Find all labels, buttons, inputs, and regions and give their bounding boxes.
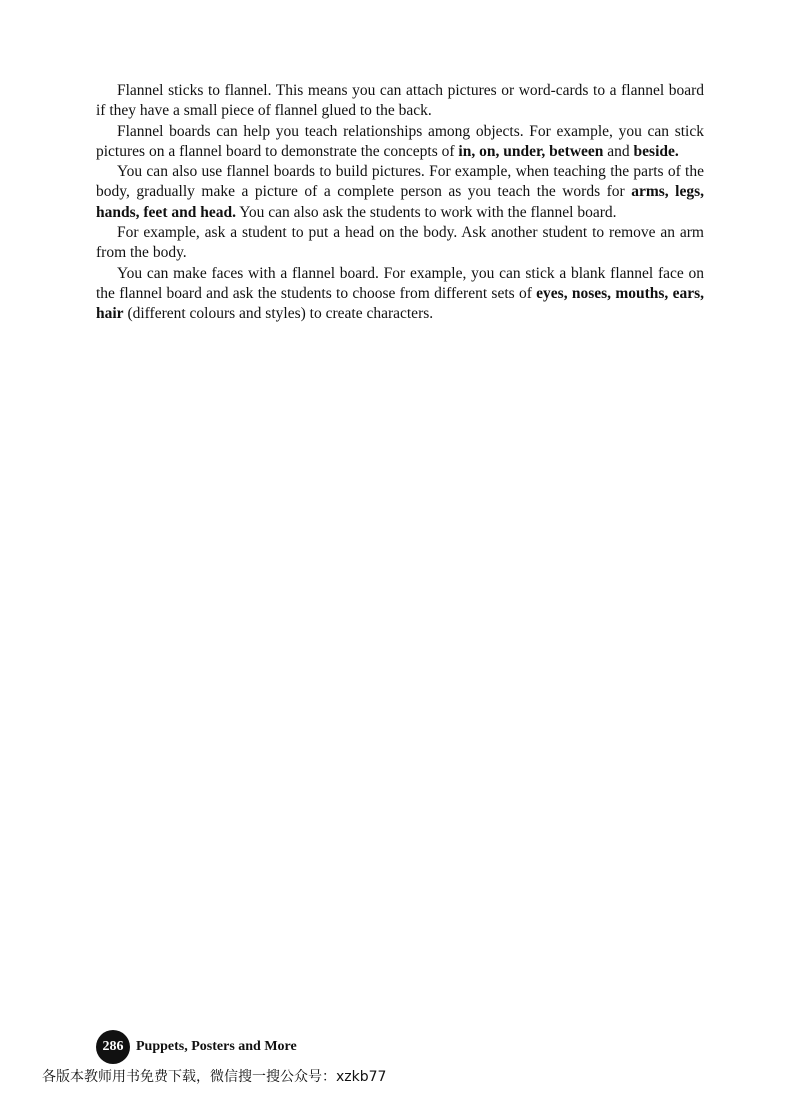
text-run: Flannel sticks to flannel. This means you can attach pictures or word-cards to a flannel board if they have a small piece of flannel glued to the back. <box>96 82 704 120</box>
paragraph <box>96 264 704 325</box>
watermark-text: 各版本教师用书免费下载，微信搜一搜公众号：xzkb77 <box>42 1069 387 1085</box>
bold-term: beside. <box>633 142 679 160</box>
paragraph <box>96 122 704 163</box>
page-body <box>96 81 704 325</box>
bold-term: in, on, under, between <box>458 142 604 160</box>
text-run: You can also ask the students to work with the flannel board. <box>235 203 617 221</box>
page-footer <box>96 1030 297 1064</box>
bold-term: eyes, noses, mouths, ears, hair <box>96 284 704 323</box>
paragraph <box>96 81 704 122</box>
text-run: You can also use flannel boards to build pictures. For example, when teaching the parts of the body, gradually make a picture of a complete person as you teach the words for <box>96 163 704 201</box>
running-title: Puppets, Posters and More <box>136 1039 297 1054</box>
bold-term: arms, legs, hands, feet and head. <box>96 183 705 221</box>
page-number-badge: 286 <box>96 1030 130 1064</box>
paragraph <box>96 162 704 223</box>
paragraph <box>96 223 704 264</box>
text-run: You can make faces with a flannel board. For example, you can stick a blank flannel face on the flannel board and ask the students to choose from different sets of <box>96 264 704 302</box>
text-run: and <box>603 142 634 160</box>
text-run: (different colours and styles) to create characters. <box>123 305 434 323</box>
text-run: Flannel boards can help you teach relationships among objects. For example, you can stick pictures on a flannel board to demonstrate the concepts of <box>96 122 704 160</box>
text-run: For example, ask a student to put a head on the body. Ask another student to remove an arm from the body. <box>96 224 704 262</box>
